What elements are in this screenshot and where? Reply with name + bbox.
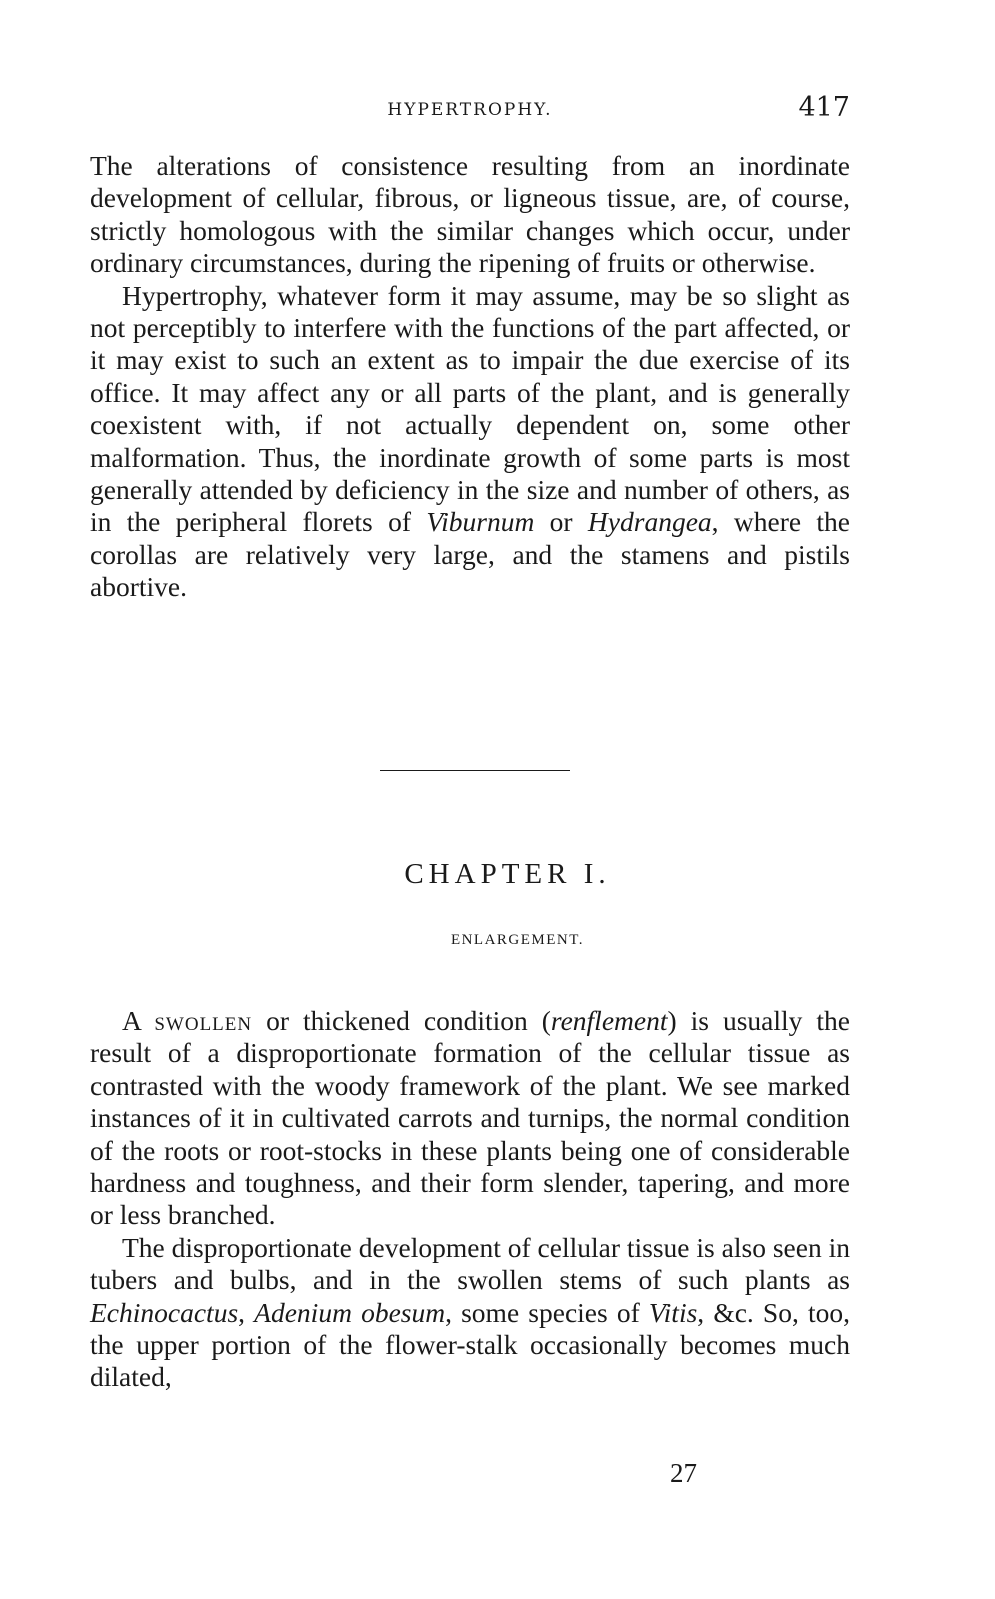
text-span: or xyxy=(534,506,588,538)
text-span: , xyxy=(238,1296,255,1328)
text-span: or thickened condition ( xyxy=(252,1005,551,1036)
text-span: A xyxy=(122,1005,141,1036)
chapter-subtitle: ENLARGEMENT. xyxy=(450,932,585,948)
page-number: 417 xyxy=(798,92,850,123)
genus-viburnum: Viburnum xyxy=(426,506,535,538)
paragraph-consistence: The alterations of consistence resulting from an inordinate development of cellular, fibrous, or ligneous tissue, are, of course, strictly homologous with the similar changes which occur, under ordinary circumstances, during the ripening of fruits or otherwise. xyxy=(90,150,850,279)
enlargement-section xyxy=(90,1005,850,1394)
text-span: , some species of xyxy=(445,1296,649,1328)
text-span: ) is usually the result of a disproportionate formation of the cellular tissue as contrasted with the woody framework of the plant. We see marked instances of it in cultivated carrots and turnips, the normal condition of the roots or root-stocks in these plants being one of considerable hardness and toughness, and their form slender, tapering, and more or less branched. xyxy=(90,1005,850,1231)
running-title: HYPERTROPHY. xyxy=(387,100,553,120)
smallcaps-word: swollen xyxy=(154,1005,253,1036)
text-span: Hypertrophy, whatever form it may assume, may be so slight as not perceptibly to interfere with the functions of the part affected, or it may exist to such an extent as to impair the due exercise of its office. It may affect any or all parts of the plant, and is generally coexistent with, if not actually dependent on, some other malformation. Thus, the inordinate growth of some parts is most generally attended by deficiency in the size and number of others, as in the peripheral florets of xyxy=(90,279,850,538)
genus-hydrangea: Hydrangea xyxy=(587,506,712,538)
hypertrophy-section xyxy=(90,150,850,604)
paragraph-disproportionate xyxy=(90,1232,850,1394)
genus-vitis: Vitis xyxy=(648,1296,698,1328)
section-divider xyxy=(380,770,570,771)
signature-mark: 27 xyxy=(670,1458,697,1488)
term-renflement: renflement xyxy=(550,1005,668,1036)
chapter-title: CHAPTER I. xyxy=(404,858,611,890)
paragraph-swollen xyxy=(90,1005,850,1232)
paragraph-hypertrophy xyxy=(90,280,850,604)
species-adenium: Adenium obesum xyxy=(254,1296,446,1328)
genus-echinocactus: Echinocactus xyxy=(90,1296,239,1328)
text-span: , where the corollas are relatively very large, and the stamens and pistils abortive. xyxy=(90,506,850,603)
text-span: , &c. So, too, the upper portion of the flower-stalk occasionally becomes much dilated, xyxy=(90,1296,850,1393)
running-head xyxy=(90,92,850,128)
text-span: The disproportionate development of cellular tissue is also seen in tubers and bulbs, and in the swollen stems of such plants as xyxy=(90,1231,850,1296)
